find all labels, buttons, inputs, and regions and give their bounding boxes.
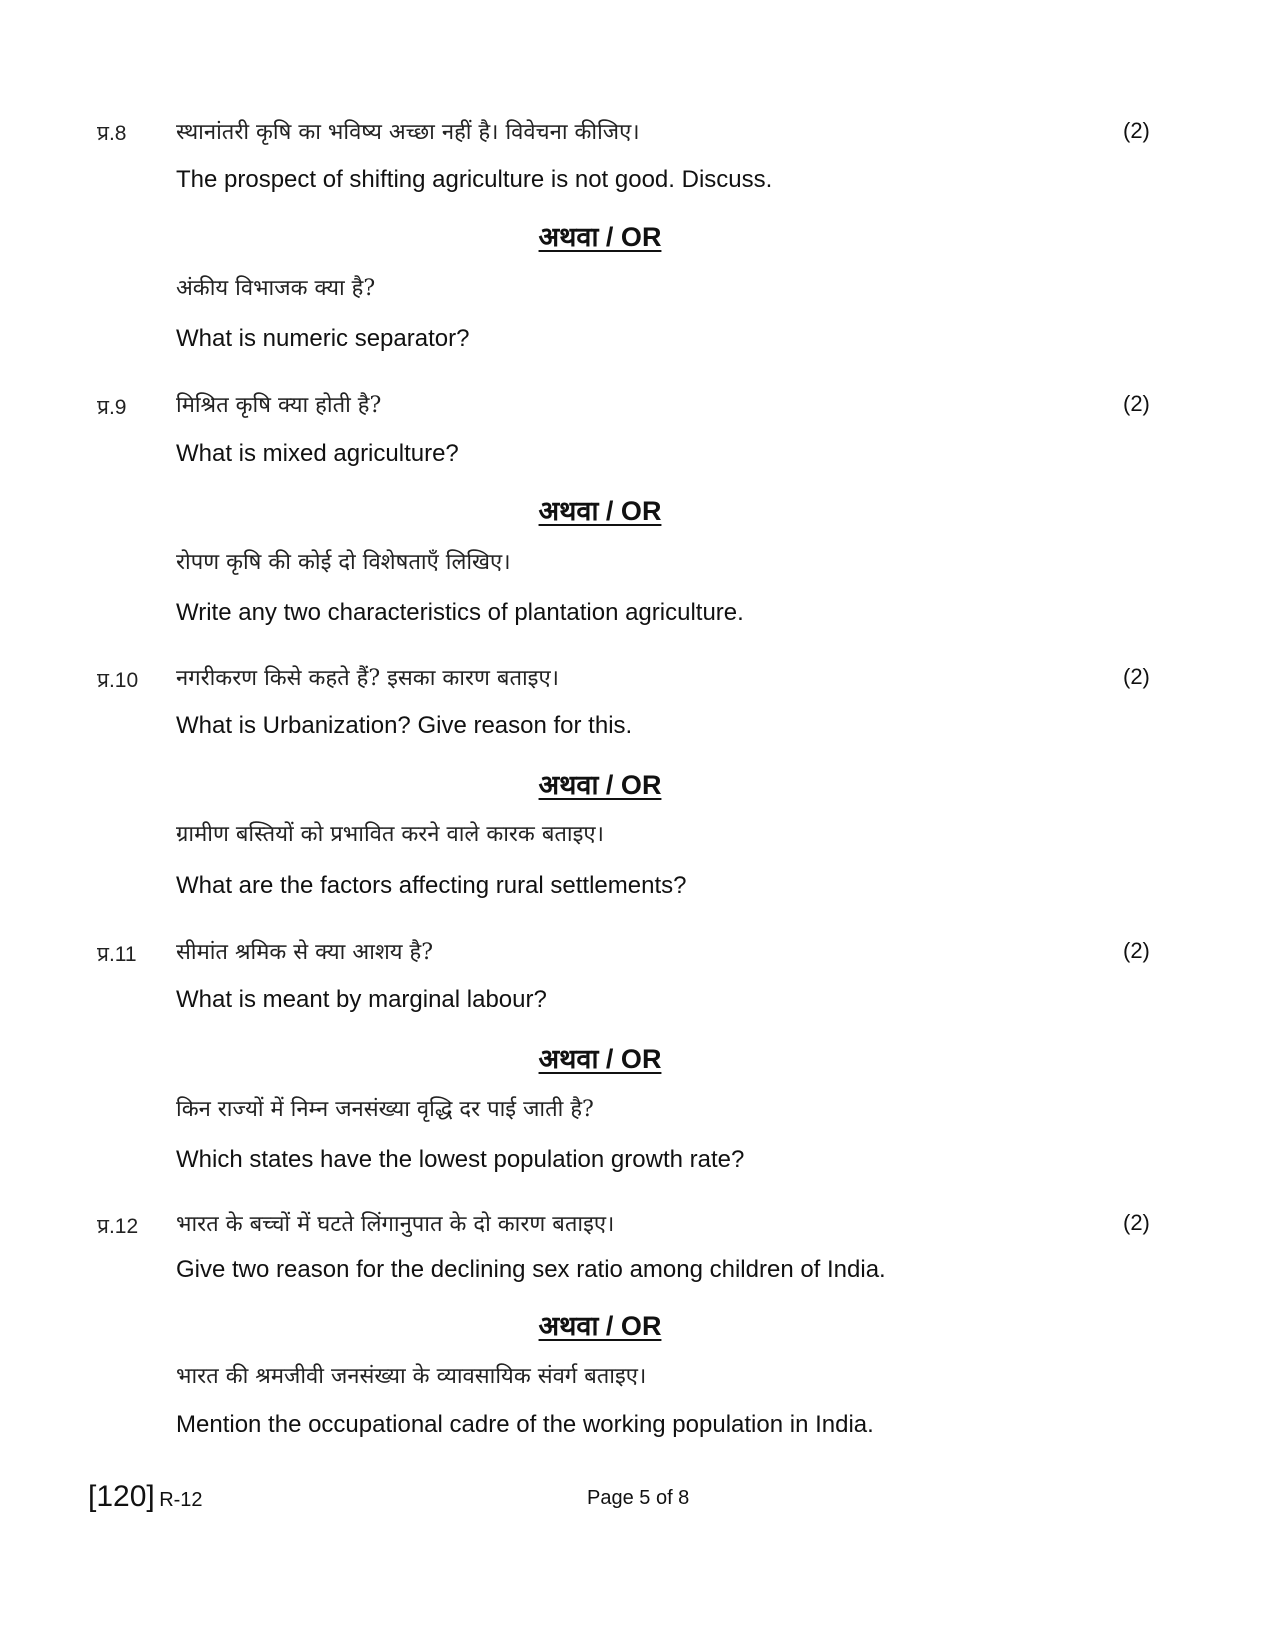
question-number: प्र.8 [97, 122, 127, 145]
question-text-hindi: नगरीकरण किसे कहते हैं? इसका कारण बताइए। [176, 666, 559, 691]
question-marks: (2) [1123, 664, 1150, 689]
or-heading: अथवा / OR [538, 222, 662, 252]
footer-paper-code [88, 1480, 203, 1514]
alternate-question-english: Which states have the lowest population growth rate? [176, 1146, 745, 1173]
question-text-english: What is meant by marginal labour? [176, 986, 547, 1013]
question-marks: (2) [1123, 938, 1150, 963]
or-heading: अथवा / OR [538, 496, 662, 526]
question-marks: (2) [1123, 391, 1150, 416]
paper-series: R-12 [159, 1489, 203, 1511]
question-number: प्र.9 [97, 396, 127, 419]
question-marks: (2) [1123, 118, 1150, 143]
question-number: प्र.12 [97, 1215, 139, 1238]
alternate-question-hindi: अंकीय विभाजक क्या है? [176, 276, 376, 301]
question-text-english: What is mixed agriculture? [176, 440, 459, 467]
question-number: प्र.11 [97, 943, 137, 966]
alternate-question-english: Write any two characteristics of plantation agriculture. [176, 599, 744, 626]
or-heading: अथवा / OR [538, 1311, 662, 1341]
question-marks: (2) [1123, 1210, 1150, 1235]
paper-code: [120] [88, 1480, 155, 1513]
question-text-hindi: स्थानांतरी कृषि का भविष्य अच्छा नहीं है। विवेचना कीजिए। [176, 120, 640, 145]
question-text-english: What is Urbanization? Give reason for this. [176, 712, 633, 739]
or-heading: अथवा / OR [538, 1044, 662, 1074]
question-text-hindi: सीमांत श्रमिक से क्या आशय है? [176, 940, 434, 965]
alternate-question-hindi: भारत की श्रमजीवी जनसंख्या के व्यावसायिक संवर्ग बताइए। [176, 1364, 647, 1389]
question-number: प्र.10 [97, 669, 139, 692]
alternate-question-english: What is numeric separator? [176, 325, 470, 352]
or-heading: अथवा / OR [538, 770, 662, 800]
question-text-english: Give two reason for the declining sex ratio among children of India. [176, 1256, 886, 1283]
alternate-question-english: Mention the occupational cadre of the working population in India. [176, 1411, 874, 1438]
question-text-english: The prospect of shifting agriculture is not good. Discuss. [176, 166, 773, 193]
question-text-hindi: भारत के बच्चों में घटते लिंगानुपात के दो कारण बताइए। [176, 1212, 615, 1237]
page-number: Page 5 of 8 [587, 1487, 690, 1509]
alternate-question-hindi: किन राज्यों में निम्न जनसंख्या वृद्धि दर पाई जाती है? [176, 1097, 594, 1122]
alternate-question-hindi: ग्रामीण बस्तियों को प्रभावित करने वाले कारक बताइए। [176, 822, 604, 847]
question-text-hindi: मिश्रित कृषि क्या होती है? [176, 393, 382, 418]
alternate-question-english: What are the factors affecting rural settlements? [176, 872, 687, 899]
alternate-question-hindi: रोपण कृषि की कोई दो विशेषताएँ लिखिए। [176, 550, 511, 575]
